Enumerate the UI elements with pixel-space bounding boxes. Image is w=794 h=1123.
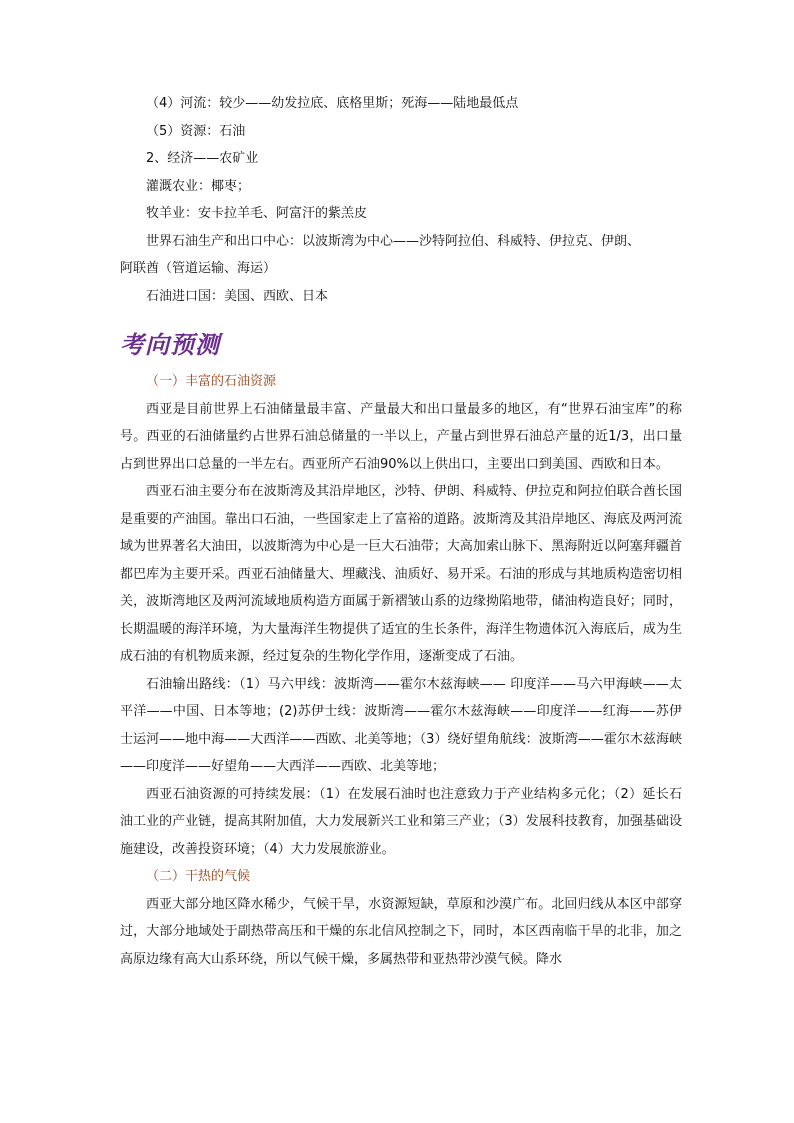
section-title: 考向预测 [120,330,220,359]
intro-line-economy: 2、经济——农矿业 [146,151,259,166]
paragraph-oil-routes: 石油输出路线：（1）马六甲线：波斯湾——霍尔木兹海峡—— 印度洋——马六甲海峡——太平洋——中国、日本等地；(2)苏伊士线：波斯湾——霍尔木兹海峡——印度洋——红海——苏伊士运河——地中海——大西洋——西欧、北美等地；（3）绕好望角航线：波斯湾——霍尔木兹海峡——印度洋——好望角——大西洋——西欧、北美等地； [120,676,682,774]
paragraph-climate: 西亚大部分地区降水稀少，气候干旱，水资源短缺，草原和沙漠广布。北回归线从本区中部穿过，大部分地域处于副热带高压和干燥的东北信风控制之下，同时，本区西南临干旱的北非，加之高原边缘有高大山系环绕，所以气候干燥，多属热带和亚热带沙漠气候。降水 [120,896,682,967]
document-page [120,90,682,973]
intro-line-rivers: （4）河流：较少——幼发拉底、底格里斯；死海——陆地最低点 [146,96,519,111]
intro-line-oil-center-cont: 阿联酋（管道运输、海运） [120,261,277,276]
paragraph-oil-sustainability: 西亚石油资源的可持续发展：（1）在发展石油时也注意致力于产业结构多元化；（2）延长石油工业的产业链，提高其附加值，大力发展新兴工业和第三产业；（3）发展科技教育，加强基础设施建设，改善投资环境；（4）大力发展旅游业。 [120,786,682,857]
paragraph-oil-distribution: 西亚石油主要分布在波斯湾及其沿岸地区，沙特、伊朗、科威特、伊拉克和阿拉伯联合酋长国是重要的产油国。靠出口石油，一些国家走上了富裕的道路。波斯湾及其沿岸地区、海底及两河流域为世界著名大油田，以波斯湾为中心是一巨大石油带；大高加索山脉下、黑海附近以阿塞拜疆首都巴库为主要开采。西亚石油储量大、埋藏浅、油质好、易开采。石油的形成与其地质构造密切相关，波斯湾地区及两河流域地质构造方面属于新褶皱山系的边缘拗陷地带，储油构造良好；同时，长期温暖的海洋环境，为大量海洋生物提供了适宜的生长条件，海洋生物遗体沉入海底后，成为生成石油的有机物质来源，经过复杂的生物化学作用，逐渐变成了石油。 [120,484,682,664]
intro-line-resources: （5）资源：石油 [146,123,246,139]
intro-line-oil-center: 世界石油生产和出口中心：以波斯湾为中心——沙特阿拉伯、科威特、伊拉克、伊朗、 [146,233,641,249]
sub-heading-climate: （二）干热的气候 [146,869,251,884]
intro-line-irrigation: 灌溉农业：椰枣； [146,178,251,194]
paragraph-oil-reserves: 西亚是目前世界上石油储量最丰富、产量最大和出口量最多的地区，有“世界石油宝库”的称号。西亚的石油储量约占世界石油总储量的一半以上，产量占到世界石油总产量的近1/3，出口量占到世界出口总量的一半左右。西亚所产石油90%以上供出口，主要出口到美国、西欧和日本。 [120,401,682,472]
intro-line-oil-importers: 石油进口国：美国、西欧、日本 [146,288,329,304]
intro-line-herding: 牧羊业：安卡拉羊毛、阿富汗的紫羔皮 [146,206,368,221]
sub-heading-oil: （一）丰富的石油资源 [146,374,277,389]
